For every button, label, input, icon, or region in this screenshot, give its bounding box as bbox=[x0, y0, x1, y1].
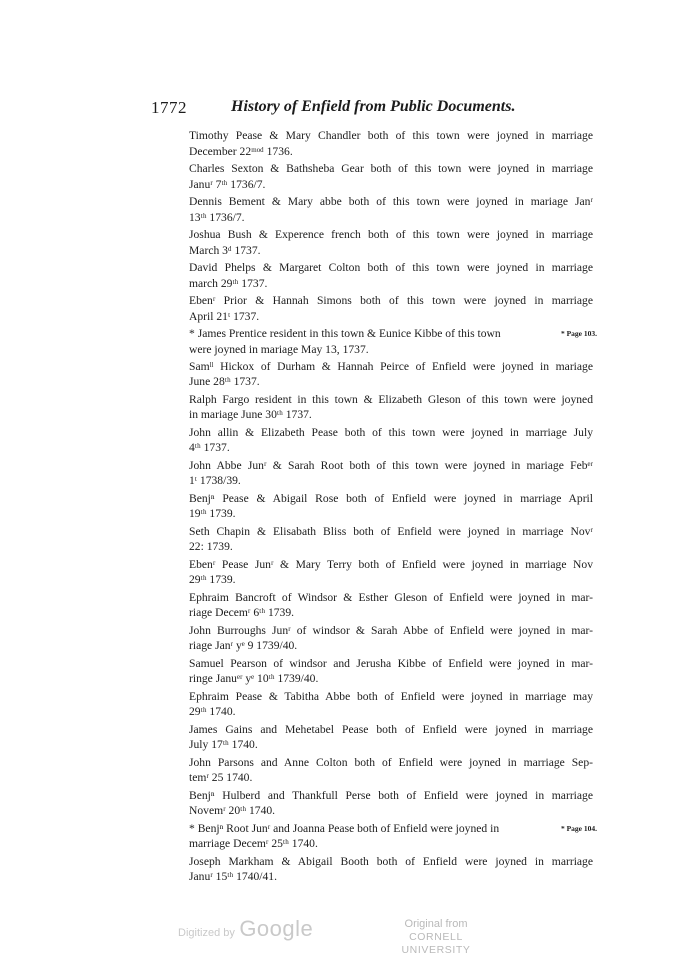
entry-line-1: Benjⁿ Pease & Abigail Rose both of Enfield were joyned in marriage April bbox=[189, 491, 593, 505]
marriage-record-entry bbox=[189, 623, 593, 654]
marriage-record-entry bbox=[189, 722, 593, 753]
marriage-record-list bbox=[189, 128, 597, 887]
marriage-record-entry bbox=[189, 689, 593, 720]
entry-line-1: Ralph Fargo resident in this town & Elizabeth Gleson of this town were joyned bbox=[189, 392, 593, 406]
marriage-record-entry bbox=[189, 755, 593, 786]
entry-line-1: Ephraim Bancroft of Windsor & Esther Gleson of Enfield were joyned in mar- bbox=[189, 590, 593, 604]
entry-line-1: John allin & Elizabeth Pease both of this town were joyned in marriage July bbox=[189, 425, 593, 439]
digitized-by-watermark bbox=[178, 916, 313, 942]
entry-line-1: Seth Chapin & Elisabath Bliss both of Enfield were joyned in marriage Novʳ bbox=[189, 524, 593, 538]
marriage-record-entry bbox=[189, 557, 593, 588]
page-reference-note: * Page 104. bbox=[560, 823, 597, 833]
marriage-record-entry bbox=[189, 392, 593, 423]
entry-line-1: Samuel Pearson of windsor and Jerusha Kibbe of Enfield were joyned in mar- bbox=[189, 656, 593, 670]
running-title: History of Enfield from Public Documents. bbox=[231, 98, 516, 115]
entry-line-1: Timothy Pease & Mary Chandler both of this town were joyned in marriage bbox=[189, 129, 593, 142]
original-from-watermark bbox=[384, 918, 488, 957]
entry-line-2: riage Janʳ yᵉ 9 1739/40. bbox=[189, 639, 298, 653]
entry-line-1: John Abbe Junʳ & Sarah Root both of this town were joyned in mariage Febᵉʳ bbox=[189, 458, 593, 472]
entry-line-2: were joyned in mariage May 13, 1737. bbox=[189, 342, 369, 356]
entry-line-1: Ephraim Pease & Tabitha Abbe both of Enfield were joyned in marriage may bbox=[189, 689, 593, 703]
marriage-record-entry bbox=[189, 491, 593, 522]
entry-line-2: 4ᵗʰ 1737. bbox=[189, 441, 230, 455]
marriage-record-entry bbox=[189, 194, 593, 225]
entry-line-2: December 22ᵐᵒᵈ 1736. bbox=[189, 144, 293, 158]
marriage-record-entry bbox=[189, 788, 593, 819]
entry-line-2: Januʳ 7ᵗʰ 1736/7. bbox=[189, 177, 266, 191]
entry-line-1: Joseph Markham & Abigail Booth both of Enfield were joyned in marriage bbox=[189, 854, 593, 868]
digitized-by-label: Digitized by bbox=[178, 927, 235, 939]
marriage-record-entry bbox=[189, 821, 597, 852]
entry-line-2: April 21ᵗ 1737. bbox=[189, 309, 260, 323]
entry-line-1: * Benjⁿ Root Junʳ and Joanna Pease both of Enfield were joyned in bbox=[189, 821, 500, 835]
entry-line-1: Charles Sexton & Bathsheba Gear both of this town were joyned in marriage bbox=[189, 161, 593, 175]
source-library-label: CORNELL UNIVERSITY bbox=[401, 931, 471, 956]
marriage-record-entry bbox=[189, 326, 597, 357]
entry-line-1: Ebenʳ Prior & Hannah Simons both of this town were joyned in marriage bbox=[189, 293, 593, 307]
entry-line-2: riage Decemʳ 6ᵗʰ 1739. bbox=[189, 606, 295, 620]
entry-line-1: John Parsons and Anne Colton both of Enfield were joyned in marriage Sep- bbox=[189, 755, 593, 769]
entry-line-1: Dennis Bement & Mary abbe both of this town were joyned in mariage Janʳ bbox=[189, 194, 593, 208]
entry-line-2: ringe Januᵉʳ yᵉ 10ᵗʰ 1739/40. bbox=[189, 672, 319, 686]
marriage-record-entry bbox=[189, 656, 593, 687]
entry-line-2: marriage Decemʳ 25ᵗʰ 1740. bbox=[189, 837, 318, 851]
entry-line-2: 13ᵗʰ 1736/7. bbox=[189, 210, 245, 224]
marriage-record-entry bbox=[189, 458, 593, 489]
entry-line-2: March 3ᵈ 1737. bbox=[189, 243, 261, 257]
google-logo-text: Google bbox=[239, 916, 314, 941]
entry-line-1: James Gains and Mehetabel Pease both of Enfield were joyned in marriage bbox=[189, 722, 593, 736]
entry-line-2: march 29ᵗʰ 1737. bbox=[189, 276, 268, 290]
marriage-record-entry bbox=[189, 524, 593, 555]
entry-line-2: temʳ 25 1740. bbox=[189, 771, 253, 785]
page-number: 1772 bbox=[151, 98, 187, 117]
entry-line-2: July 17ᵗʰ 1740. bbox=[189, 738, 258, 752]
entry-line-1: Joshua Bush & Experence french both of this town were joyned in marriage bbox=[189, 227, 593, 241]
marriage-record-entry bbox=[189, 128, 593, 159]
marriage-record-entry bbox=[189, 425, 593, 456]
marriage-record-entry bbox=[189, 161, 593, 192]
entry-line-2: Januʳ 15ᵗʰ 1740/41. bbox=[189, 870, 278, 884]
entry-line-2: June 28ᵗʰ 1737. bbox=[189, 375, 260, 389]
marriage-record-entry bbox=[189, 854, 593, 885]
entry-line-1: David Phelps & Margaret Colton both of this town were joyned in marriage bbox=[189, 260, 593, 274]
marriage-record-entry bbox=[189, 359, 593, 390]
entry-line-2: 29ᵗʰ 1740. bbox=[189, 705, 236, 719]
marriage-record-entry bbox=[189, 227, 593, 258]
entry-line-1: Benjⁿ Hulberd and Thankfull Perse both of Enfield were joyned in marriage bbox=[189, 788, 593, 802]
entry-line-2: 29ᵗʰ 1739. bbox=[189, 573, 236, 587]
entry-line-1: John Burroughs Junʳ of windsor & Sarah Abbe of Enfield were joyned in mar- bbox=[189, 623, 593, 637]
marriage-record-entry bbox=[189, 260, 593, 291]
entry-line-1: * James Prentice resident in this town & Eunice Kibbe of this town bbox=[189, 326, 501, 340]
marriage-record-entry bbox=[189, 590, 593, 621]
page-reference-note: * Page 103. bbox=[560, 328, 597, 338]
entry-line-2: 1ᵗ 1738/39. bbox=[189, 474, 241, 488]
entry-line-2: Novemʳ 20ᵗʰ 1740. bbox=[189, 804, 276, 818]
original-from-label: Original from bbox=[404, 918, 468, 930]
marriage-record-entry bbox=[189, 293, 593, 324]
page-header bbox=[151, 98, 591, 118]
entry-line-2: 19ᵗʰ 1739. bbox=[189, 507, 236, 521]
entry-line-1: Samˡˡ Hickox of Durham & Hannah Peirce of Enfield were joyned in mariage bbox=[189, 359, 593, 373]
entry-line-2: 22: 1739. bbox=[189, 540, 233, 554]
entry-line-2: in mariage June 30ᵗʰ 1737. bbox=[189, 408, 312, 422]
entry-line-1: Ebenʳ Pease Junʳ & Mary Terry both of Enfield were joyned in marriage Nov bbox=[189, 557, 593, 571]
